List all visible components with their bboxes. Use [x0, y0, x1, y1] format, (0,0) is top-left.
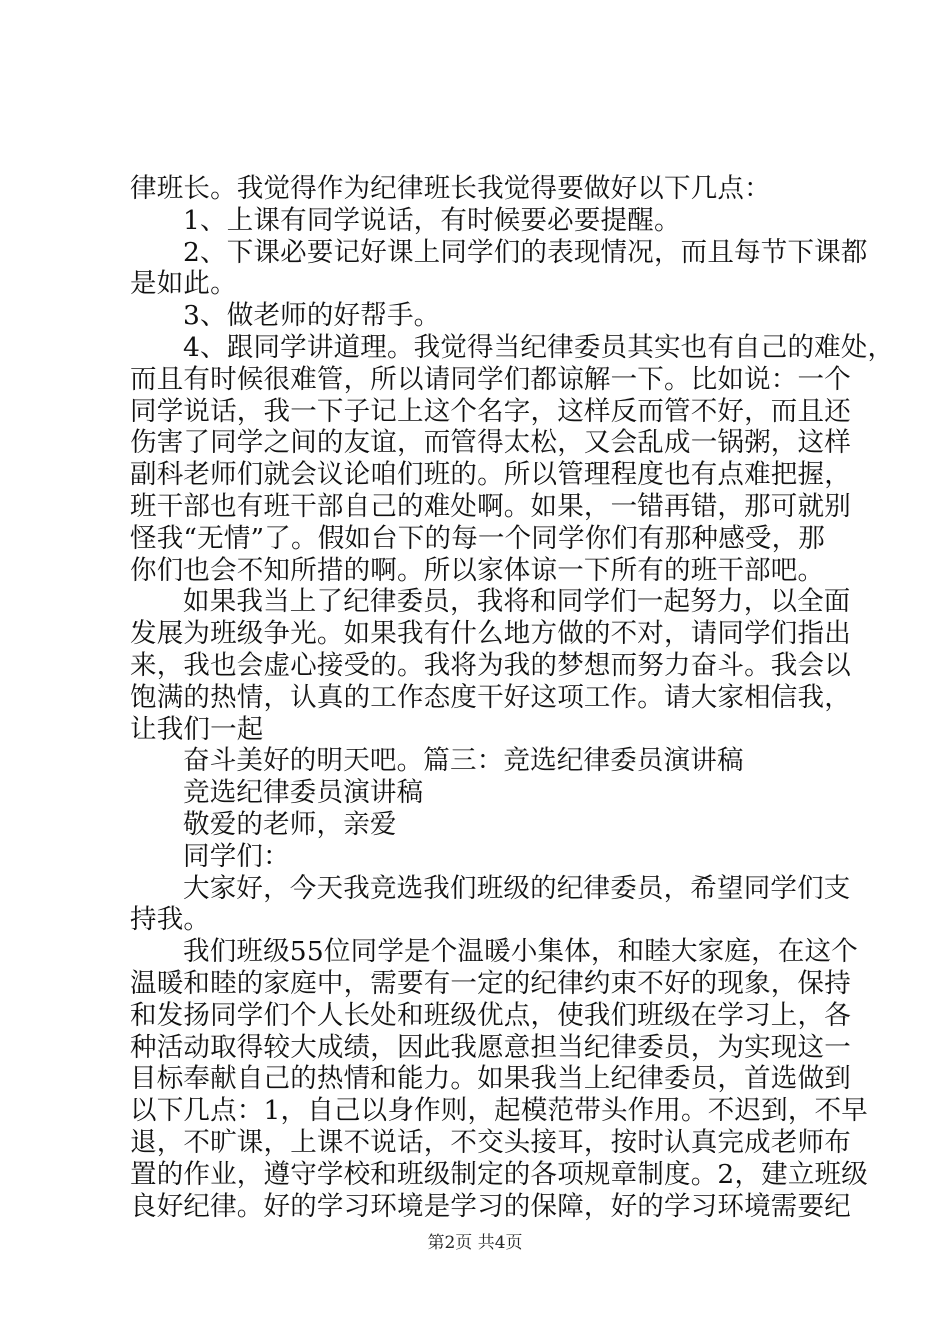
text-line: 温暖和睦的家庭中，需要有一定的纪律约束不好的现象，保持	[130, 967, 851, 999]
text-line: 2、下课必要记好课上同学们的表现情况，而且每节下课都	[183, 236, 868, 268]
text-line: 律班长。我觉得作为纪律班长我觉得要做好以下几点：	[130, 173, 771, 204]
text-line: 让我们一起	[130, 713, 264, 745]
text-line: 来，我也会虚心接受的。我将为我的梦想而努力奋斗。我会以	[130, 649, 851, 681]
text-line: 同学说话，我一下子记上这个名字，这样反而管不好，而且还	[130, 395, 851, 427]
text-line: 以下几点：1，自己以身作则，起模范带头作用。不迟到，不早	[130, 1095, 868, 1127]
text-line: 良好纪律。好的学习环境是学习的保障，好的学习环境需要纪	[130, 1190, 851, 1222]
document-body	[130, 173, 895, 1222]
text-line: 种活动取得较大成绩，因此我愿意担当纪律委员，为实现这一	[130, 1031, 851, 1063]
text-line: 你们也会不知所措的啊。所以家体谅一下所有的班干部吧。	[130, 554, 825, 586]
text-line: 4、跟同学讲道理。我觉得当纪律委员其实也有自己的难处，	[183, 331, 895, 363]
text-line: 而且有时候很难管，所以请同学们都谅解一下。比如说：一个	[130, 363, 851, 395]
text-line: 持我。	[130, 904, 211, 936]
page-footer	[0, 1228, 950, 1253]
text-line: 发展为班级争光。如果我有什么地方做的不对，请同学们指出	[130, 618, 851, 650]
text-line: 我们班级55位同学是个温暖小集体，和睦大家庭，在这个	[183, 936, 858, 968]
text-line: 退，不旷课，上课不说话，不交头接耳，按时认真完成老师布	[130, 1126, 851, 1158]
text-line: 副科老师们就会议论咱们班的。所以管理程度也有点难把握，	[130, 459, 851, 491]
text-line: 是如此。	[130, 268, 237, 300]
text-line: 1、上课有同学说话，有时候要必要提醒。	[183, 204, 681, 236]
text-line: 竞选纪律委员演讲稿	[183, 777, 424, 809]
text-line: 饱满的热情，认真的工作态度干好这项工作。请大家相信我，	[130, 681, 851, 713]
text-line: 目标奉献自己的热情和能力。如果我当上纪律委员，首选做到	[130, 1063, 851, 1095]
text-line: 班干部也有班干部自己的难处啊。如果，一错再错，那可就别	[130, 490, 851, 522]
text-line: 3、做老师的好帮手。	[183, 300, 441, 332]
page-number: 第2页 共4页	[427, 1233, 523, 1253]
text-line: 同学们：	[183, 840, 290, 872]
text-line: 大家好，今天我竞选我们班级的纪律委员，希望同学们支	[183, 872, 851, 904]
text-line: 怪我“无情”了。假如台下的每一个同学你们有那种感受，那	[130, 522, 825, 554]
text-line: 如果我当上了纪律委员，我将和同学们一起努力，以全面	[183, 586, 851, 618]
text-line: 敬爱的老师，亲爱	[183, 808, 397, 840]
text-line: 伤害了同学之间的友谊，而管得太松，又会乱成一锅粥，这样	[130, 427, 851, 459]
text-line: 奋斗美好的明天吧。篇三：竞选纪律委员演讲稿	[183, 745, 744, 777]
text-line: 置的作业，遵守学校和班级制定的各项规章制度。2，建立班级	[130, 1158, 868, 1190]
text-line: 和发扬同学们个人长处和班级优点，使我们班级在学习上，各	[130, 999, 851, 1031]
